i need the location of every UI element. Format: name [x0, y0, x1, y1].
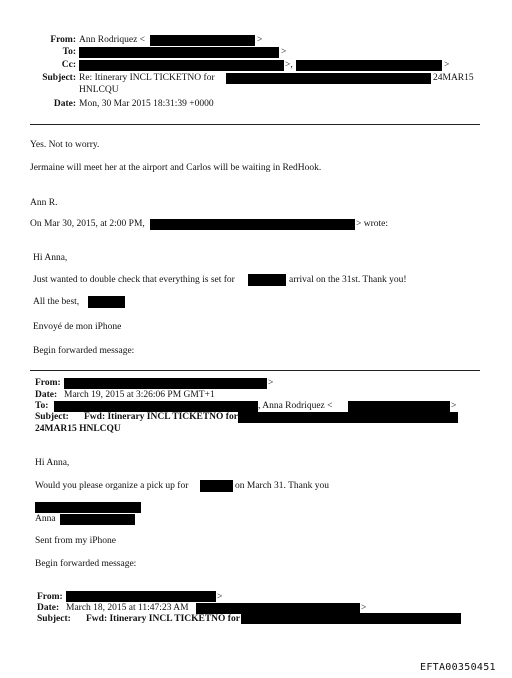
- fwd2-from-label: From:: [37, 592, 63, 602]
- fwd1-subject-value: Fwd: Itinerary INCL TICKETNO for: [84, 412, 238, 422]
- msg2-greeting: Hi Anna,: [33, 253, 68, 263]
- cc-label: Cc:: [61, 60, 76, 70]
- reply-signature: Ann R.: [30, 198, 58, 208]
- cc-comma: >,: [285, 60, 293, 70]
- quote-wrote: > wrote:: [356, 219, 389, 229]
- from-label: From:: [50, 35, 76, 45]
- msg2-body-end: arrival on the 31st. Thank you!: [289, 275, 407, 285]
- redaction: [248, 274, 286, 286]
- forward-divider: [30, 370, 480, 371]
- date-label: Date:: [53, 99, 76, 109]
- fwd2-subject-label: Subject:: [37, 614, 71, 624]
- from-value: Ann Rodriquez <: [79, 35, 146, 45]
- msg3-body-end: on March 31. Thank you: [235, 481, 330, 491]
- redaction: [150, 219, 355, 230]
- document-id: EFTA00350451: [420, 662, 496, 673]
- subject-line2: HNLCQU: [79, 85, 119, 95]
- redaction: [64, 378, 267, 389]
- redaction: [238, 412, 458, 423]
- msg2-closing: All the best,: [33, 297, 80, 307]
- msg3-name: Anna: [35, 514, 56, 524]
- redaction: [200, 480, 233, 492]
- msg2-forwarded: Begin forwarded message:: [33, 346, 135, 356]
- redaction: [226, 73, 431, 84]
- cc-gt: >: [444, 60, 450, 70]
- fwd2-date-value: March 18, 2015 at 11:47:23 AM: [66, 603, 189, 613]
- msg2-body-start: Just wanted to double check that everything is set for: [33, 275, 235, 285]
- fwd2-subject-value: Fwd: Itinerary INCL TICKETNO for: [86, 614, 240, 624]
- redaction: [241, 613, 461, 624]
- msg3-forwarded: Begin forwarded message:: [35, 559, 137, 569]
- date-value: Mon, 30 Mar 2015 18:31:39 +0000: [79, 99, 214, 109]
- redaction: [88, 296, 125, 308]
- fwd1-to-gt: >: [451, 401, 457, 411]
- fwd1-subject-label: Subject:: [35, 412, 69, 422]
- to-label: To:: [62, 47, 76, 57]
- fwd1-to-label: To:: [35, 401, 49, 411]
- fwd2-date-gt: >: [361, 603, 367, 613]
- fwd1-subject-line2: 24MAR15 HNLCQU: [35, 424, 121, 434]
- fwd1-from-label: From:: [35, 378, 61, 388]
- redaction: [35, 502, 141, 513]
- fwd1-date-value: March 19, 2015 at 3:26:06 PM GMT+1: [64, 390, 215, 400]
- to-gt: >: [281, 47, 287, 57]
- fwd1-from-gt: >: [268, 378, 274, 388]
- redaction: [296, 60, 442, 71]
- msg3-body-start: Would you please organize a pick up for: [35, 481, 189, 491]
- reply-line2: Jermaine will meet her at the airport and Carlos will be waiting in RedHook.: [30, 163, 322, 173]
- fwd1-to-tail: , Anna Rodriquez <: [258, 401, 333, 411]
- quote-intro: On Mar 30, 2015, at 2:00 PM,: [30, 219, 145, 229]
- redaction: [79, 47, 279, 58]
- subject-value: Re: Itinerary INCL TICKETNO for: [79, 73, 215, 83]
- redaction: [79, 60, 284, 71]
- subject-label: Subject:: [42, 73, 76, 83]
- redaction: [60, 514, 135, 525]
- redaction: [348, 401, 450, 412]
- msg3-greeting: Hi Anna,: [35, 458, 70, 468]
- header-divider: [30, 124, 480, 125]
- fwd2-from-gt: >: [217, 592, 223, 602]
- fwd2-date-label: Date:: [37, 603, 60, 613]
- from-gt: >: [257, 35, 263, 45]
- msg3-sent-from: Sent from my iPhone: [35, 536, 117, 546]
- redaction: [54, 401, 258, 412]
- fwd1-date-label: Date:: [35, 390, 58, 400]
- subject-tail: 24MAR15: [433, 73, 474, 83]
- reply-line1: Yes. Not to worry.: [30, 140, 100, 150]
- msg2-sent-from: Envoyé de mon iPhone: [33, 322, 122, 332]
- redaction: [150, 35, 255, 46]
- redaction: [66, 591, 216, 602]
